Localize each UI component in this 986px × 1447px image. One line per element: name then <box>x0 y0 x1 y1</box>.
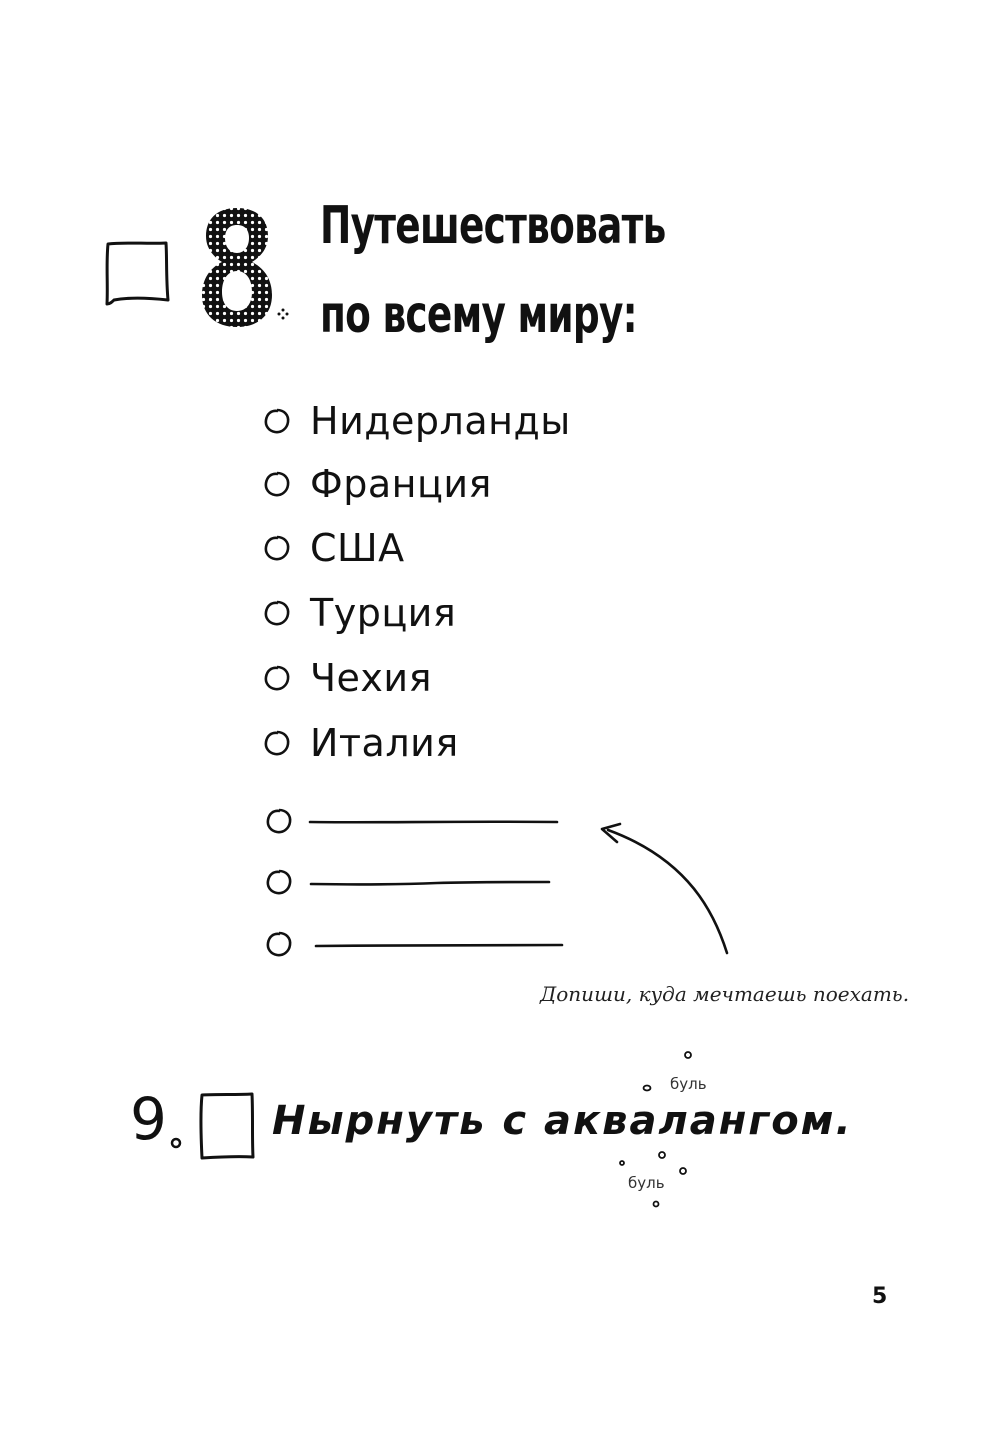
checkbox-circle-icon[interactable] <box>262 663 292 693</box>
country-label: США <box>310 526 405 570</box>
section-title-line-2: по всему миру: <box>320 285 637 345</box>
fill-in-note: Допиши, куда мечтаешь поехать. <box>540 982 910 1006</box>
checkbox-item-9[interactable] <box>196 1090 258 1166</box>
page-number: 5 <box>872 1284 888 1309</box>
checkbox-item-8[interactable] <box>100 238 172 306</box>
section-9-text: Нырнуть с аквалангом. <box>272 1098 853 1144</box>
country-label: Турция <box>310 591 457 635</box>
checkbox-circle-icon[interactable] <box>262 533 292 563</box>
country-label: Нидерланды <box>310 399 571 443</box>
list-item[interactable] <box>262 396 571 446</box>
country-label: Франция <box>310 462 492 506</box>
checkbox-circle-icon[interactable] <box>262 728 292 758</box>
write-in-row[interactable] <box>262 863 562 903</box>
number-dot-ornament <box>170 1134 182 1146</box>
write-in-row[interactable] <box>262 802 562 842</box>
list-item[interactable] <box>262 718 459 768</box>
country-label: Чехия <box>310 656 432 700</box>
section-number-8 <box>200 205 275 330</box>
write-in-row[interactable] <box>262 925 572 965</box>
section-number-9: 9 <box>130 1085 167 1153</box>
checkbox-circle-icon[interactable] <box>262 406 292 436</box>
bubble-word: буль <box>670 1075 707 1093</box>
list-item[interactable] <box>262 523 405 573</box>
bubbles-icon <box>600 1040 720 1220</box>
curved-arrow-icon <box>590 820 740 960</box>
country-label: Италия <box>310 721 459 765</box>
list-item[interactable] <box>262 653 432 703</box>
bubble-word: буль <box>628 1174 665 1192</box>
section-title-line-1: Путешествовать <box>320 196 666 256</box>
list-item[interactable] <box>262 588 456 638</box>
number-dot-ornament <box>276 306 290 325</box>
checkbox-circle-icon[interactable] <box>262 598 292 628</box>
checkbox-circle-icon[interactable] <box>262 469 292 499</box>
list-item[interactable] <box>262 459 492 509</box>
